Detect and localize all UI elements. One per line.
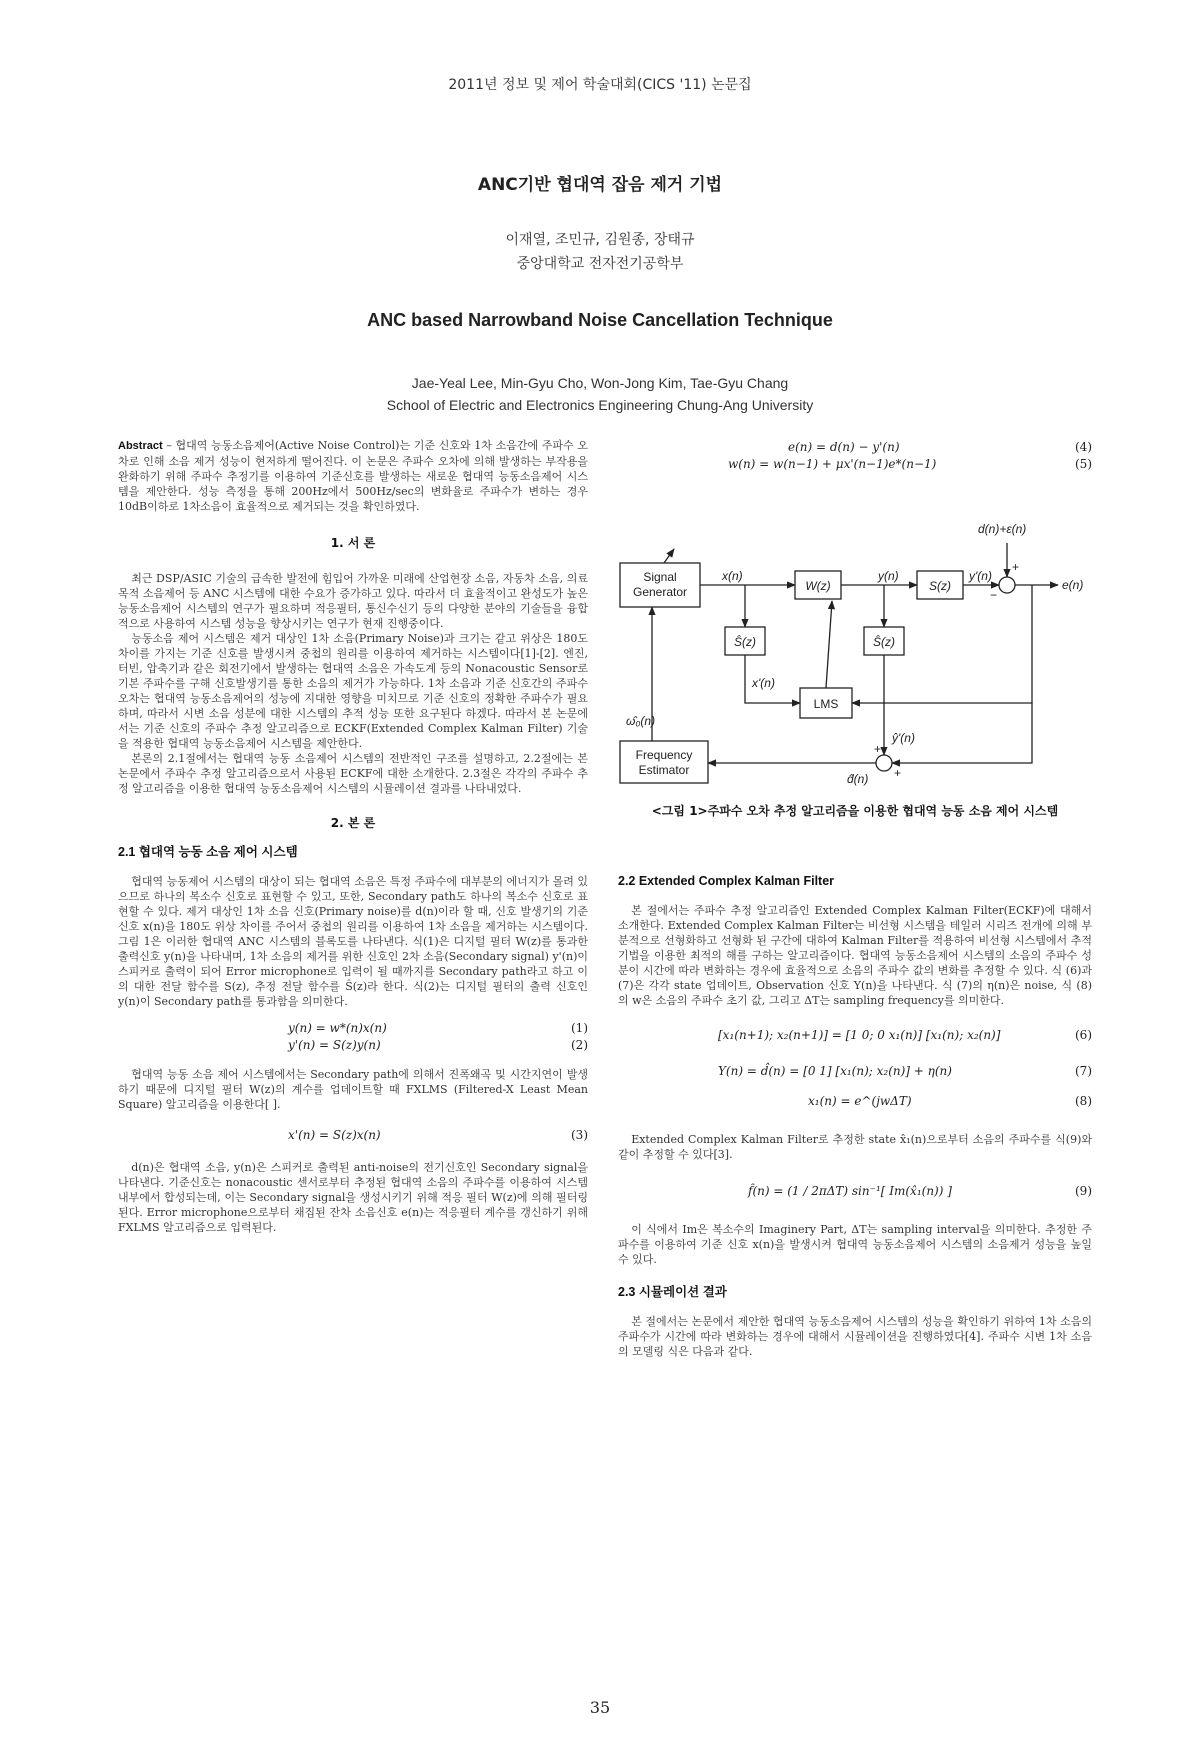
equation-block-9: [618, 1176, 1092, 1210]
equation-1: y(n) = w*(n)x(n): [288, 1021, 387, 1035]
paragraph: Extended Complex Kalman Filter로 추정한 state x̂₁(n)으로부터 소음의 주파수를 식(9)와 같이 추정할 수 있다[3].: [618, 1133, 1092, 1161]
equation-8: x₁(n) = e^(jwΔT): [808, 1094, 912, 1108]
equation-6: [x₁(n+1); x₂(n+1)] = [1 0; 0 x₁(n)] [x₁(n); x₂(n)]: [718, 1028, 1001, 1042]
equation-3: x'(n) = S(z)x(n): [288, 1128, 381, 1142]
plus-sign-top: +: [1012, 560, 1020, 574]
author-block-korean: [0, 228, 1200, 276]
authors-english: Jae-Yeal Lee, Min-Gyu Cho, Won-Jong Kim, Tae-Gyu Chang: [411, 375, 789, 391]
paper-title-korean: ANC기반 협대역 잡음 제거 기법: [477, 175, 723, 195]
w-filter-label: W(z): [805, 579, 831, 593]
equation-block-4-5: [618, 440, 1092, 474]
x-n-label: x(n): [722, 569, 743, 583]
estimate-summing-junction: [876, 755, 892, 771]
dhat-n-label: d̂(n): [847, 772, 869, 786]
error-summing-junction: [999, 577, 1015, 593]
equation-7: Y(n) = d̂(n) = [0 1] [x₁(n); x₂(n)] + η(n): [718, 1064, 952, 1078]
plus-sign-bottom-right: +: [894, 766, 902, 780]
subsection-heading-2-2: 2.2 Extended Complex Kalman Filter: [618, 874, 835, 888]
y-n-label: y(n): [878, 569, 899, 583]
abstract-label: Abstract: [118, 440, 163, 452]
paragraph: 최근 DSP/ASIC 기술의 급속한 발전에 힘입어 가까운 미래에 산업현장 소음, 자동차 소음, 의료목적 소음제어 등 ANC 시스템에 대한 수요가 증가하고 있다. 따라서 더 효율적이고 완성도가 높은 능동소음제어 시스템의 연구가 필요하며 적응필터, 통신수신기 등의 다양한 분야의 기술들을 융합적으로 사용하여 시스템 성능을 향상시키는 연구가 현재 진행중이다.: [118, 572, 588, 630]
frequency-estimator-label-line1: Frequency: [635, 748, 693, 762]
xprime-n-label: x'(n): [752, 676, 775, 690]
minus-sign-error: −: [990, 588, 998, 602]
right-column-top: [618, 440, 1092, 474]
left-column: [118, 438, 588, 1235]
equation-2: y'(n) = S(z)y(n): [288, 1038, 381, 1052]
paragraph: 본 절에서는 논문에서 제안한 협대역 능동소음제어 시스템의 성능을 확인하기 위하여 1차 소음의 주파수가 시간에 따라 변화하는 경우에 대해서 시뮬레이션을 진행하였다[4]. 주파수 시변 1차 소음의 모델링 식은 다음과 같다.: [618, 1315, 1092, 1358]
anc-block-diagram: [612, 505, 1102, 795]
author-block-english: [0, 372, 1200, 416]
subsection-heading-2-3: 2.3 시뮬레이션 결과: [618, 1285, 727, 1299]
equation-number-9: (9): [1075, 1184, 1092, 1198]
shat-left-label: Ŝ(z): [734, 635, 756, 649]
equation-block-3: [118, 1122, 588, 1152]
abstract-text: – 협대역 능동소음제어(Active Noise Control)는 기준 신호와 1차 소음간에 주파수 오차로 인해 소음 제거 성능이 현저하게 떨어진다. 이 논문은 주파수 오차에 의해 발생하는 부작용을 완화하기 위해 주파수 추정기를 이용하여 기준신호를 발생하는 새로운 협대역 능동소음제어 시스템을 제안한다. 성능 측정을 통해 200Hz에서 500Hz/sec의 변화율로 주파수가 변하는 경우 10dB이하로 1차소음이 효율적으로 제거되는 것을 확인하였다.: [118, 439, 589, 513]
omega-hat-label: ω̂₀(n): [626, 714, 656, 728]
paragraph: 협대역 능동 소음 제어 시스템에서는 Secondary path에 의해서 진폭왜곡 및 시간지연이 발생하기 때문에 디지털 필터 W(z)의 계수를 업데이트할 때 FXLMS (Filtered-X Least Mean Square) 알고리즘을 이용한다[ ].: [118, 1068, 588, 1111]
equation-number-1: (1): [571, 1021, 588, 1035]
paragraph: 본론의 2.1절에서는 협대역 능동 소음제어 시스템의 전반적인 구조를 설명하고, 2.2절에는 본 논문에서 주파수 추정 알고리즘으로서 사용된 ECKF에 대한 소개한다. 2.3절은 각각의 주파수 추정 알고리즘을 이용한 협대역 능동소음제어 시스템의 시뮬레이션 결과를 나타내었다.: [118, 752, 588, 795]
e-n-label: e(n): [1062, 578, 1084, 592]
plus-sign-bottom-left: +: [874, 742, 882, 756]
paragraph: 능동소음 제어 시스템은 제거 대상인 1차 소음(Primary Noise)과 크기는 같고 위상은 180도 차이를 가지는 기준 신호를 발생시켜 중첩의 원리를 이용하여 제거하는 시스템이다[1]-[2]. 엔진, 터빈, 압축기과 같은 회전기에서 발생하는 협대역 소음은 가속도계 등의 Nonacoustic Sensor로 기본 주파수를 구해 신호발생기를 통한 소음의 제거가 가능하다. 1차 소음과 기준 신호간의 주파수 오차는 협대역 능동소음제어의 성능에 지대한 영향을 미치므로 기준 신호의 정확한 주파수가 필요하며, 따라서 시변 소음 성분에 대한 시스템의 추적 성능 또한 요구된다 하겠다. 따라서 본 논문에서는 기준 신호의 주파수 추정 알고리즘으로 ECKF(Extended Complex Kalman Filter) 기술을 적용한 협대역 능동소음제어 시스템을 제안한다.: [118, 632, 588, 750]
signal-generator-label-line1: Signal: [643, 570, 677, 584]
figure-1-caption: <그림 1>주파수 오차 추정 알고리즘을 이용한 협대역 능동 소음 제어 시스템: [651, 804, 1059, 818]
section-heading-intro: 1. 서 론: [330, 536, 376, 550]
abstract: [118, 438, 588, 514]
paragraph: 이 식에서 Im은 복소수의 Imaginery Part, ΔT는 sampling interval을 의미한다. 추정한 주파수를 이용하여 기준 신호 x(n)을 발생시켜 협대역 능동소음제어 시스템의 소음제거 성능을 높일 수 있다.: [618, 1223, 1092, 1266]
equation-block-6-8: [618, 1020, 1092, 1118]
d-plus-eps-label: d(n)+ε(n): [978, 522, 1027, 536]
paragraph: 협대역 능동제어 시스템의 대상이 되는 협대역 소음은 특정 주파수에 대부분의 에너지가 몰려 있으므로 하나의 복소수 신호로 표현할 수 있고, 또한, Secondary path도 하나의 복소수 신호로 표현할 수 있다. 제거 대상인 1차 소음 신호(Primary noise)를 d(n)이라 할 때, 신호 발생기의 기준 신호 x(n)을 180도 위상 차이를 주어서 중첩의 원리를 이용하여 1차 소음을 제거하는 시스템이다. 그림 1은 이러한 협대역 ANC 시스템의 블록도를 나타낸다. 식(1)은 디지털 필터 W(z)를 통과한 출력신호 y(n)을 나타내며, 1차 소음의 제거를 위한 신호인 2차 소음(Secondary signal) y'(n)이 스피커로 출력이 되어 Error microphone로 입력이 될 때까지를 Secondary path라고 하고 이의 대한 전달 함수를 S(z), 추정 전달 함수를 Ŝ(z)라 한다. 식(2)는 디지털 필터의 출력 신호인 y(n)이 Secondary path를 통과함을 의미한다.: [118, 875, 588, 1008]
equation-number-5: (5): [1075, 457, 1092, 471]
secondary-path-label: S(z): [929, 579, 951, 593]
equation-number-2: (2): [571, 1038, 588, 1052]
equation-4: e(n) = d(n) − y'(n): [788, 440, 900, 454]
affiliation-korean: 중앙대학교 전자전기공학부: [516, 256, 684, 272]
equation-block-1-2: [118, 1019, 588, 1057]
right-column-body: [618, 874, 1092, 1359]
running-header: 2011년 정보 및 제어 학술대회(CICS '11) 논문집: [448, 77, 752, 93]
frequency-estimator-label-line2: Estimator: [638, 763, 690, 777]
authors-korean: 이재열, 조민규, 김원종, 장태규: [505, 232, 695, 248]
paragraph: 본 절에서는 주파수 추정 알고리즘인 Extended Complex Kalman Filter(ECKF)에 대해서 소개한다. Extended Complex Kalman Filter는 비선형 시스템을 테일러 시리즈 전개에 의해 부분적으로 선형화하고 선형화 된 구간에 대하여 Kalman Filter를 적용하여 비선형 시스템에서 추적 기법을 이용한 최적의 해를 구하는 알고리즘이다. 협대역 능동소음제어 시스템의 소음의 주파수 성분이 시간에 따라 변화하는 경우에 효율적으로 소음의 주파수 값의 변화를 추정할 수 있다. 식 (6)과 (7)은 각각 state 업데이트, Observation 신호 Y(n)을 나타낸다. 식 (7)의 η(n)은 noise, 식 (8)의 w은 소음의 주파수 초기 값, 그리고 ΔT는 sampling frequency를 의미한다.: [618, 904, 1092, 1007]
equation-number-6: (6): [1075, 1028, 1092, 1042]
subsection-heading-2-1: 2.1 협대역 능동 소음 제어 시스템: [118, 845, 298, 859]
page-number: 35: [589, 1698, 611, 1717]
lms-label: LMS: [813, 697, 839, 711]
shat-right-label: Ŝ(z): [873, 635, 895, 649]
yprime-n-label: y'(n): [969, 569, 992, 583]
signal-generator-label-line2: Generator: [632, 585, 688, 599]
equation-9: f̂(n) = (1 / 2πΔT) sin⁻¹[ Im(x̂₁(n)) ]: [748, 1184, 952, 1198]
paper-title-english: ANC based Narrowband Noise Cancellation Technique: [367, 310, 833, 330]
section-heading-body: 2. 본 론: [330, 816, 376, 830]
paragraph: d(n)은 협대역 소음, y(n)은 스피커로 출력된 anti-noise의 전기신호인 Secondary signal을 나타낸다. 기준신호는 nonacoustic 센서로부터 추정된 협대역 소음의 주파수를 이용하여 시스템 내부에서 합성되는데, 이는 Secondary signal을 생성시키기 위해 적응 필터 W(z)에 의해 필터링 된다. Error microphone으로부터 채집된 잔차 소음신호 e(n)는 적응필터 계수를 갱신하기 위해 FXLMS 알고리즘으로 입력된다.: [118, 1161, 588, 1234]
yhatprime-n-label: ŷ'(n): [892, 731, 915, 745]
affiliation-english: School of Electric and Electronics Engineering Chung-Ang University: [386, 397, 814, 413]
equation-5: w(n) = w(n−1) + μx'(n−1)e*(n−1): [728, 457, 937, 471]
equation-number-8: (8): [1075, 1094, 1092, 1108]
equation-number-3: (3): [571, 1128, 588, 1142]
equation-number-4: (4): [1075, 440, 1092, 454]
equation-number-7: (7): [1075, 1064, 1092, 1078]
